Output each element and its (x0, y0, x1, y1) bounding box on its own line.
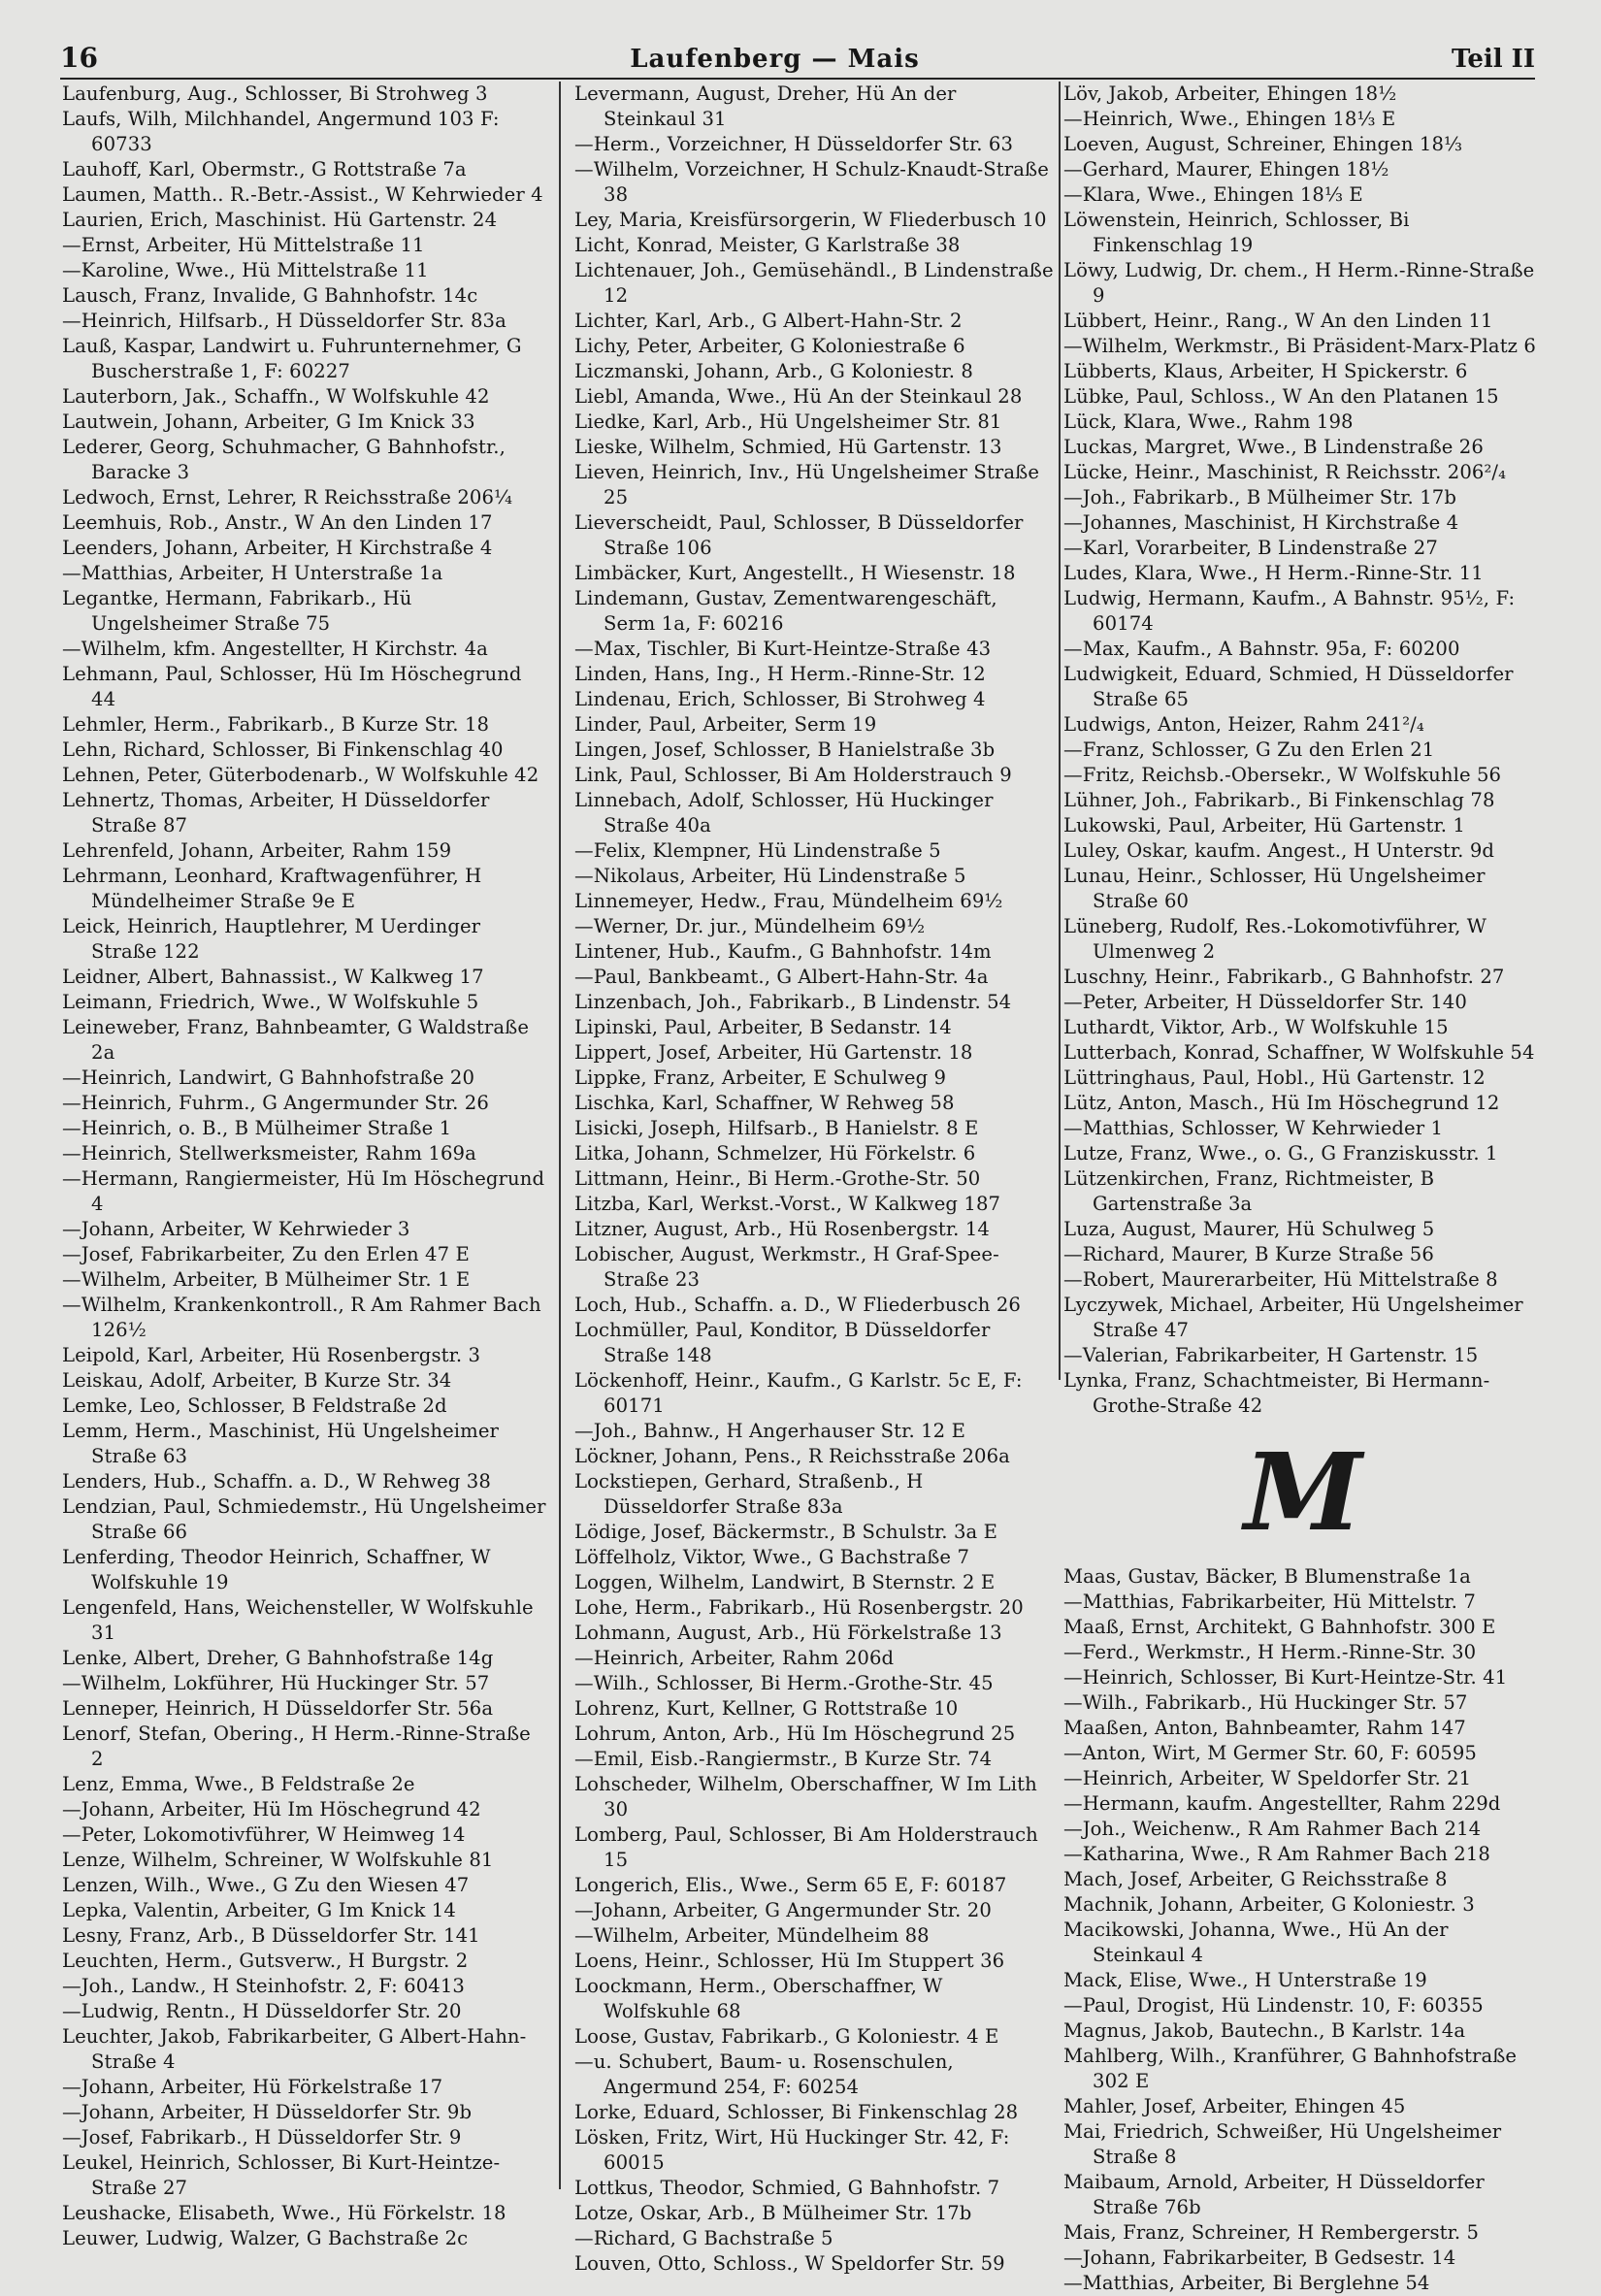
directory-entry: Lübke, Paul, Schloss., W An den Platanen 15 (1063, 385, 1499, 408)
directory-entry: —Johann, Arbeiter, W Kehrwieder 3 (62, 1218, 410, 1240)
directory-entry: Lippke, Franz, Arbeiter, E Schulweg 9 (574, 1066, 947, 1089)
directory-entry: Linder, Paul, Arbeiter, Serm 19 (574, 713, 877, 736)
directory-entry: Lehn, Richard, Schlosser, Bi Finkenschlag 40 (62, 738, 504, 761)
directory-entry: Maibaum, Arnold, Arbeiter, H Düsseldorfer Straße 76b (1063, 2171, 1485, 2218)
directory-entry: Lemke, Leo, Schlosser, B Feldstraße 2d (62, 1394, 447, 1417)
directory-entry: Lintener, Hub., Kaufm., G Bahnhofstr. 14m (574, 940, 992, 963)
directory-entry: Linnebach, Adolf, Schlosser, Hü Huckinger Straße 40a (574, 789, 994, 836)
directory-entry: Lüttringhaus, Paul, Hobl., Hü Gartenstr. 12 (1063, 1066, 1486, 1089)
directory-entry: Lohrum, Anton, Arb., Hü Im Höschegrund 25 (574, 1722, 1016, 1745)
directory-entry: —Wilhelm, Lokführer, Hü Huckinger Str. 57 (62, 1672, 490, 1694)
directory-entry: —Johann, Arbeiter, H Düsseldorfer Str. 9b (62, 2101, 473, 2123)
directory-entry: Lenke, Albert, Dreher, G Bahnhofstraße 14g (62, 1647, 494, 1669)
directory-entry: Ley, Maria, Kreisfürsorgerin, W Fliederbusch 10 (574, 209, 1047, 231)
directory-entry: Lühner, Joh., Fabrikarb., Bi Finkenschlag 78 (1063, 789, 1495, 811)
directory-entry: Lohe, Herm., Fabrikarb., Hü Rosenbergstr. 20 (574, 1596, 1024, 1619)
directory-entry: —Heinrich, Stellwerksmeister, Rahm 169a (62, 1142, 476, 1164)
directory-entry: Lingen, Josef, Schlosser, B Hanielstraße 3b (574, 738, 996, 761)
directory-entry: —Gerhard, Maurer, Ehingen 18½ (1063, 158, 1389, 180)
directory-entry: Lindemann, Gustav, Zementwarengeschäft, Serm 1a, F: 60216 (574, 587, 997, 635)
directory-entry: —Matthias, Fabrikarbeiter, Hü Mittelstr. 7 (1063, 1591, 1476, 1613)
directory-entry: —Josef, Fabrikarbeiter, Zu den Erlen 47 E (62, 1243, 470, 1265)
directory-entry: —Wilhelm, Arbeiter, B Mülheimer Str. 1 E (62, 1268, 471, 1291)
directory-entry: Louven, Otto, Schloss., W Speldorfer Str. 59 (574, 2252, 1005, 2275)
directory-entry: Machnik, Johann, Arbeiter, G Koloniestr. 3 (1063, 1893, 1475, 1916)
directory-entry: Lehrmann, Leonhard, Kraftwagenführer, H Mündelheimer Straße 9e E (62, 865, 482, 912)
directory-entry: —Hermann, kaufm. Angestellter, Rahm 229d (1063, 1792, 1501, 1815)
column-divider-1 (559, 82, 561, 2189)
directory-entry: Lehnertz, Thomas, Arbeiter, H Düsseldorfer Straße 87 (62, 789, 490, 836)
directory-entry: Leushacke, Elisabeth, Wwe., Hü Förkelstr. 18 (62, 2202, 506, 2224)
directory-entry: —Heinrich, Arbeiter, Rahm 206d (574, 1647, 895, 1669)
directory-entry: Lehnen, Peter, Güterbodenarb., W Wolfskuhle 42 (62, 764, 539, 786)
directory-entry: Lautwein, Johann, Arbeiter, G Im Knick 33 (62, 410, 475, 433)
directory-entry: Lobischer, August, Werkmstr., H Graf-Spee-Straße 23 (574, 1243, 999, 1291)
directory-entry: Mach, Josef, Arbeiter, G Reichsstraße 8 (1063, 1868, 1448, 1890)
directory-entry: Mahlberg, Wilh., Kranführer, G Bahnhofstraße 302 E (1063, 2045, 1518, 2092)
directory-entry: Lausch, Franz, Invalide, G Bahnhofstr. 14c (62, 284, 478, 307)
directory-entry: —Heinrich, Wwe., Ehingen 18⅓ E (1063, 108, 1396, 130)
directory-entry: Lenferding, Theodor Heinrich, Schaffner, W Wolfskuhle 19 (62, 1546, 491, 1593)
directory-entry: —Karoline, Wwe., Hü Mittelstraße 11 (62, 259, 429, 281)
directory-entry: —Emil, Eisb.-Rangiermstr., B Kurze Str. 74 (574, 1748, 993, 1770)
directory-entry: —Heinrich, o. B., B Mülheimer Straße 1 (62, 1117, 452, 1139)
directory-entry: Leiskau, Adolf, Arbeiter, B Kurze Str. 34 (62, 1369, 452, 1392)
directory-entry: Lengenfeld, Hans, Weichensteller, W Wolfskuhle 31 (62, 1596, 534, 1644)
directory-entry: Lehmann, Paul, Schlosser, Hü Im Höschegrund 44 (62, 663, 522, 710)
directory-entry: —Peter, Arbeiter, H Düsseldorfer Str. 140 (1063, 991, 1467, 1013)
directory-entry: Luschny, Heinr., Fabrikarb., G Bahnhofstr. 27 (1063, 966, 1505, 988)
directory-entry: —Karl, Vorarbeiter, B Lindenstraße 27 (1063, 537, 1438, 559)
directory-entry: Lenz, Emma, Wwe., B Feldstraße 2e (62, 1773, 415, 1795)
directory-entry: Lehmler, Herm., Fabrikarb., B Kurze Str. 18 (62, 713, 490, 736)
directory-entry: Lochmüller, Paul, Konditor, B Düsseldorfer Straße 148 (574, 1319, 991, 1366)
directory-entry: —Franz, Schlosser, G Zu den Erlen 21 (1063, 738, 1435, 761)
directory-entry: Litzba, Karl, Werkst.-Vorst., W Kalkweg 187 (574, 1193, 1001, 1215)
column-3 (1063, 82, 1543, 2296)
directory-entry: —Paul, Drogist, Hü Lindenstr. 10, F: 60355 (1063, 1994, 1484, 2017)
directory-entry: Lipinski, Paul, Arbeiter, B Sedanstr. 14 (574, 1016, 952, 1038)
entry-list-column-3 (1063, 82, 1543, 1419)
directory-entry: —Joh., Fabrikarb., B Mülheimer Str. 17b (1063, 486, 1456, 508)
directory-entry: Macikowski, Johanna, Wwe., Hü An der Steinkaul 4 (1063, 1919, 1449, 1966)
directory-entry: Magnus, Jakob, Bautechn., B Karlstr. 14a (1063, 2019, 1466, 2042)
directory-entry: Liebl, Amanda, Wwe., Hü An der Steinkaul 28 (574, 385, 1023, 408)
directory-entry: Maaßen, Anton, Bahnbeamter, Rahm 147 (1063, 1717, 1466, 1739)
directory-entry: —Anton, Wirt, M Germer Str. 60, F: 60595 (1063, 1742, 1477, 1764)
directory-entry: Linden, Hans, Ing., H Herm.-Rinne-Str. 12 (574, 663, 986, 685)
directory-entry: Lieske, Wilhelm, Schmied, Hü Gartenstr. 13 (574, 436, 1002, 458)
directory-entry: Lendzian, Paul, Schmiedemstr., Hü Ungelsheimer Straße 66 (62, 1495, 546, 1543)
header-rule (60, 78, 1535, 80)
directory-entry: Mai, Friedrich, Schweißer, Hü Ungelsheimer Straße 8 (1063, 2120, 1502, 2168)
section-letter: M (1244, 1428, 1362, 1555)
directory-entry: Leuchter, Jakob, Fabrikarbeiter, G Albert-Hahn-Straße 4 (62, 2025, 527, 2073)
directory-entry: —Katharina, Wwe., R Am Rahmer Bach 218 (1063, 1843, 1490, 1865)
directory-entry: —Joh., Landw., H Steinhofstr. 2, F: 60413 (62, 1975, 465, 1997)
directory-entry: Ludwig, Hermann, Kaufm., A Bahnstr. 95½, F: 60174 (1063, 587, 1516, 635)
directory-entry: Lützenkirchen, Franz, Richtmeister, B Gartenstraße 3a (1063, 1167, 1435, 1215)
directory-entry: Lüneberg, Rudolf, Res.-Lokomotivführer, W Ulmenweg 2 (1063, 915, 1487, 963)
directory-entry: Lübberts, Klaus, Arbeiter, H Spickerstr. 6 (1063, 360, 1468, 382)
directory-entry: —Wilh., Fabrikarb., Hü Huckinger Str. 57 (1063, 1691, 1468, 1714)
directory-entry: Lottkus, Theodor, Schmied, G Bahnhofstr. 7 (574, 2177, 1000, 2199)
directory-entry: Lieven, Heinrich, Inv., Hü Ungelsheimer Straße 25 (574, 461, 1040, 508)
directory-entry: Ludwigkeit, Eduard, Schmied, H Düsseldorfer Straße 65 (1063, 663, 1514, 710)
directory-entry: Leimann, Friedrich, Wwe., W Wolfskuhle 5 (62, 991, 479, 1013)
directory-entry: —Wilhelm, Vorzeichner, H Schulz-Knaudt-Straße 38 (574, 158, 1049, 206)
directory-entry: Lisicki, Joseph, Hilfsarb., B Hanielstr. 8 E (574, 1117, 979, 1139)
directory-entry: Litzner, August, Arb., Hü Rosenbergstr. 14 (574, 1218, 990, 1240)
directory-entry: Mahler, Josef, Arbeiter, Ehingen 45 (1063, 2095, 1406, 2117)
directory-entry: Luley, Oskar, kaufm. Angest., H Unterstr. 9d (1063, 839, 1495, 862)
directory-entry: —Hermann, Rangiermeister, Hü Im Höschegrund 4 (62, 1167, 545, 1215)
directory-entry: Lösken, Fritz, Wirt, Hü Huckinger Str. 42, F: 60015 (574, 2126, 1010, 2174)
directory-entry: Lischka, Karl, Schaffner, W Rehweg 58 (574, 1092, 955, 1114)
directory-entry: —Valerian, Fabrikarbeiter, H Gartenstr. 15 (1063, 1344, 1479, 1366)
directory-entry: Laufs, Wilh, Milchhandel, Angermund 103 F: 60733 (62, 108, 500, 155)
directory-entry: Löwy, Ludwig, Dr. chem., H Herm.-Rinne-Straße 9 (1063, 259, 1535, 307)
directory-entry: —Heinrich, Hilfsarb., H Düsseldorfer Str. 83a (62, 310, 506, 332)
directory-entry: Limbäcker, Kurt, Angestellt., H Wiesenstr. 18 (574, 562, 1016, 584)
directory-entry: Lutze, Franz, Wwe., o. G., G Franziskusstr. 1 (1063, 1142, 1498, 1164)
directory-entry: —Fritz, Reichsb.-Obersekr., W Wolfskuhle 56 (1063, 764, 1502, 786)
directory-entry: Lindenau, Erich, Schlosser, Bi Strohweg 4 (574, 688, 986, 710)
directory-entry: Lohmann, August, Arb., Hü Förkelstraße 13 (574, 1622, 1002, 1644)
page-header (60, 39, 1535, 74)
directory-entry: Löwenstein, Heinrich, Schlosser, Bi Finkenschlag 19 (1063, 209, 1410, 256)
directory-entry: Link, Paul, Schlosser, Bi Am Holderstrauch 9 (574, 764, 1012, 786)
directory-entry: Lorke, Eduard, Schlosser, Bi Finkenschlag 28 (574, 2101, 1019, 2123)
directory-entry: —Wilh., Schlosser, Bi Herm.-Grothe-Str. 45 (574, 1672, 994, 1694)
directory-entry: Lück, Klara, Wwe., Rahm 198 (1063, 410, 1354, 433)
directory-entry: Lippert, Josef, Arbeiter, Hü Gartenstr. 18 (574, 1041, 973, 1064)
directory-entry: Liczmanski, Johann, Arb., G Koloniestr. 8 (574, 360, 973, 382)
directory-entry: Laurien, Erich, Maschinist. Hü Gartenstr. 24 (62, 209, 498, 231)
directory-entry: —Max, Tischler, Bi Kurt-Heintze-Straße 43 (574, 638, 992, 660)
directory-entry: —Ernst, Arbeiter, Hü Mittelstraße 11 (62, 234, 425, 256)
directory-entry: —Felix, Klempner, Hü Lindenstraße 5 (574, 839, 941, 862)
directory-entry: Leipold, Karl, Arbeiter, Hü Rosenbergstr. 3 (62, 1344, 481, 1366)
directory-entry: —Paul, Bankbeamt., G Albert-Hahn-Str. 4a (574, 966, 989, 988)
directory-entry: Lichter, Karl, Arb., G Albert-Hahn-Str. 2 (574, 310, 963, 332)
directory-entry: Linzenbach, Joh., Fabrikarb., B Lindenstr. 54 (574, 991, 1012, 1013)
directory-entry: Linnemeyer, Hedw., Frau, Mündelheim 69½ (574, 890, 1003, 912)
entry-list-column-1 (62, 82, 547, 2251)
directory-entry: —Klara, Wwe., Ehingen 18⅓ E (1063, 183, 1363, 206)
directory-entry: Löckenhoff, Heinr., Kaufm., G Karlstr. 5c E, F: 60171 (574, 1369, 1023, 1417)
directory-entry: Ledwoch, Ernst, Lehrer, R Reichsstraße 206¼ (62, 486, 513, 508)
directory-entry: —Heinrich, Fuhrm., G Angermunder Str. 26 (62, 1092, 489, 1114)
entry-list-column-3-m (1063, 1564, 1543, 2296)
directory-entry: Lauhoff, Karl, Obermstr., G Rottstraße 7a (62, 158, 467, 180)
directory-entry: Lukowski, Paul, Arbeiter, Hü Gartenstr. 1 (1063, 814, 1465, 836)
directory-entry: Lotze, Oskar, Arb., B Mülheimer Str. 17b (574, 2202, 972, 2224)
directory-entry: Leemhuis, Rob., Anstr., W An den Linden 17 (62, 511, 493, 534)
directory-entry: —Wilhelm, Krankenkontroll., R Am Rahmer Bach 126½ (62, 1294, 541, 1341)
directory-entry: Lyczywek, Michael, Arbeiter, Hü Ungelsheimer Straße 47 (1063, 1294, 1523, 1341)
directory-entry: Ludwigs, Anton, Heizer, Rahm 241²/₄ (1063, 713, 1424, 736)
directory-entry: —Joh., Weichenw., R Am Rahmer Bach 214 (1063, 1818, 1482, 1840)
directory-entry: Leukel, Heinrich, Schlosser, Bi Kurt-Heintze-Straße 27 (62, 2151, 501, 2199)
column-1 (62, 82, 547, 2251)
directory-entry: —Heinrich, Landwirt, G Bahnhofstraße 20 (62, 1066, 475, 1089)
directory-entry: Lenze, Wilhelm, Schreiner, W Wolfskuhle 81 (62, 1849, 494, 1871)
directory-entry: —Joh., Bahnw., H Angerhauser Str. 12 E (574, 1420, 965, 1442)
directory-entry: Lieverscheidt, Paul, Schlosser, B Düsseldorfer Straße 106 (574, 511, 1024, 559)
directory-entry: Mack, Elise, Wwe., H Unterstraße 19 (1063, 1969, 1427, 1991)
directory-entry: Litka, Johann, Schmelzer, Hü Förkelstr. 6 (574, 1142, 976, 1164)
directory-entry: —Matthias, Schlosser, W Kehrwieder 1 (1063, 1117, 1444, 1139)
directory-entry: Licht, Konrad, Meister, G Karlstraße 38 (574, 234, 961, 256)
directory-entry: Ludes, Klara, Wwe., H Herm.-Rinne-Str. 11 (1063, 562, 1484, 584)
directory-entry: —Wilhelm, Arbeiter, Mündelheim 88 (574, 1924, 930, 1947)
directory-entry: Leick, Heinrich, Hauptlehrer, M Uerdinger Straße 122 (62, 915, 481, 963)
directory-entry: Lunau, Heinr., Schlosser, Hü Ungelsheimer Straße 60 (1063, 865, 1486, 912)
directory-entry: Loockmann, Herm., Oberschaffner, W Wolfskuhle 68 (574, 1975, 943, 2022)
directory-entry: —Ferd., Werkmstr., H Herm.-Rinne-Str. 30 (1063, 1641, 1477, 1663)
directory-entry: —Max, Kaufm., A Bahnstr. 95a, F: 60200 (1063, 638, 1460, 660)
directory-entry: —Josef, Fabrikarb., H Düsseldorfer Str. 9 (62, 2126, 462, 2148)
directory-entry: Maas, Gustav, Bäcker, B Blumenstraße 1a (1063, 1565, 1471, 1588)
directory-entry: —Johann, Arbeiter, Hü Im Höschegrund 42 (62, 1798, 481, 1820)
directory-entry: —Johannes, Maschinist, H Kirchstraße 4 (1063, 511, 1459, 534)
directory-entry: Löffelholz, Viktor, Wwe., G Bachstraße 7 (574, 1546, 970, 1568)
directory-entry: Longerich, Elis., Wwe., Serm 65 E, F: 60187 (574, 1874, 1007, 1896)
directory-entry: —Johann, Arbeiter, Hü Förkelstraße 17 (62, 2076, 443, 2098)
directory-entry: Loggen, Wilhelm, Landwirt, B Sternstr. 2 E (574, 1571, 996, 1593)
directory-entry: Lomberg, Paul, Schlosser, Bi Am Holderstrauch 15 (574, 1823, 1038, 1871)
directory-entry: Lenorf, Stefan, Obering., H Herm.-Rinne-Straße 2 (62, 1722, 531, 1770)
directory-entry: Maaß, Ernst, Architekt, G Bahnhofstr. 300 E (1063, 1616, 1496, 1638)
entry-list-column-2 (574, 82, 1054, 2277)
directory-entry: Leineweber, Franz, Bahnbeamter, G Waldstraße 2a (62, 1016, 530, 1064)
directory-entry: Luckas, Margret, Wwe., B Lindenstraße 26 (1063, 436, 1484, 458)
directory-entry: —Werner, Dr. jur., Mündelheim 69½ (574, 915, 926, 937)
directory-entry: Löv, Jakob, Arbeiter, Ehingen 18½ (1063, 82, 1397, 105)
directory-entry: —Richard, G Bachstraße 5 (574, 2227, 833, 2249)
directory-entry: Löckner, Johann, Pens., R Reichsstraße 206a (574, 1445, 1010, 1467)
directory-entry: Lesny, Franz, Arb., B Düsseldorfer Str. 141 (62, 1924, 480, 1947)
directory-entry: Lehrenfeld, Johann, Arbeiter, Rahm 159 (62, 839, 452, 862)
column-divider-2 (1059, 82, 1061, 1380)
directory-entry: —Wilhelm, kfm. Angestellter, H Kirchstr. 4a (62, 638, 488, 660)
directory-entry: Lenzen, Wilh., Wwe., G Zu den Wiesen 47 (62, 1874, 470, 1896)
directory-entry: Levermann, August, Dreher, Hü An der Steinkaul 31 (574, 82, 957, 130)
directory-entry: —Heinrich, Arbeiter, W Speldorfer Str. 21 (1063, 1767, 1472, 1789)
directory-entry: —Matthias, Arbeiter, Bi Berglehne 54 (1063, 2272, 1430, 2294)
directory-entry: —Heinrich, Schlosser, Bi Kurt-Heintze-Str. 41 (1063, 1666, 1508, 1689)
directory-entry: Lederer, Georg, Schuhmacher, G Bahnhofstr., Baracke 3 (62, 436, 506, 483)
directory-entry: —Wilhelm, Werkmstr., Bi Präsident-Marx-Platz 6 (1063, 335, 1536, 357)
directory-entry: Lohscheder, Wilhelm, Oberschaffner, W Im Lith 30 (574, 1773, 1037, 1820)
directory-entry: Legantke, Hermann, Fabrikarb., Hü Ungelsheimer Straße 75 (62, 587, 412, 635)
directory-entry: —Johann, Arbeiter, G Angermunder Str. 20 (574, 1899, 992, 1921)
directory-entry: Loose, Gustav, Fabrikarb., G Koloniestr. 4 E (574, 2025, 999, 2048)
directory-entry: Lichy, Peter, Arbeiter, G Koloniestraße 6 (574, 335, 965, 357)
directory-entry: —Peter, Lokomotivführer, W Heimweg 14 (62, 1823, 466, 1846)
directory-entry: Lepka, Valentin, Arbeiter, G Im Knick 14 (62, 1899, 456, 1921)
directory-entry: Lenneper, Heinrich, H Düsseldorfer Str. 56a (62, 1697, 494, 1720)
directory-entry: Lauterborn, Jak., Schaffn., W Wolfskuhle 42 (62, 385, 490, 408)
directory-entry: Laufenburg, Aug., Schlosser, Bi Strohweg 3 (62, 82, 488, 105)
directory-entry: Lübbert, Heinr., Rang., W An den Linden 11 (1063, 310, 1493, 332)
directory-entry: Lynka, Franz, Schachtmeister, Bi Hermann-Grothe-Straße 42 (1063, 1369, 1490, 1417)
directory-entry: —Herm., Vorzeichner, H Düsseldorfer Str. 63 (574, 133, 1014, 155)
directory-entry: Luza, August, Maurer, Hü Schulweg 5 (1063, 1218, 1435, 1240)
directory-entry: —Ludwig, Rentn., H Düsseldorfer Str. 20 (62, 2000, 462, 2022)
directory-entry: Loeven, August, Schreiner, Ehingen 18⅓ (1063, 133, 1463, 155)
directory-entry: —Robert, Maurerarbeiter, Hü Mittelstraße 8 (1063, 1268, 1498, 1291)
column-2 (574, 82, 1054, 2277)
directory-entry: —Richard, Maurer, B Kurze Straße 56 (1063, 1243, 1434, 1265)
directory-entry: Laumen, Matth.. R.-Betr.-Assist., W Kehrwieder 4 (62, 183, 543, 206)
directory-entry: Lockstiepen, Gerhard, Straßenb., H Düsseldorfer Straße 83a (574, 1470, 924, 1518)
directory-entry: Luthardt, Viktor, Arb., W Wolfskuhle 15 (1063, 1016, 1449, 1038)
directory-entry: Loch, Hub., Schaffn. a. D., W Fliederbusch 26 (574, 1294, 1021, 1316)
running-head: Laufenberg — Mais (630, 45, 920, 74)
directory-entry: Lütz, Anton, Masch., Hü Im Höschegrund 12 (1063, 1092, 1500, 1114)
directory-entry: Lutterbach, Konrad, Schaffner, W Wolfskuhle 54 (1063, 1041, 1535, 1064)
directory-entry: —Nikolaus, Arbeiter, Hü Lindenstraße 5 (574, 865, 966, 887)
directory-entry: Lemm, Herm., Maschinist, Hü Ungelsheimer Straße 63 (62, 1420, 500, 1467)
directory-entry: —Matthias, Arbeiter, H Unterstraße 1a (62, 562, 443, 584)
directory-entry: Lödige, Josef, Bäckermstr., B Schulstr. 3a E (574, 1521, 998, 1543)
directory-entry: Leenders, Johann, Arbeiter, H Kirchstraße 4 (62, 537, 493, 559)
page-number: 16 (60, 42, 98, 74)
directory-entry: Leidner, Albert, Bahnassist., W Kalkweg 17 (62, 966, 484, 988)
directory-entry: Lenders, Hub., Schaffn. a. D., W Rehweg 38 (62, 1470, 491, 1492)
directory-entry: —Johann, Fabrikarbeiter, B Gedsestr. 14 (1063, 2247, 1456, 2269)
directory-entry: Mais, Franz, Schreiner, H Rembergerstr. 5 (1063, 2221, 1480, 2244)
directory-entry: Leuwer, Ludwig, Walzer, G Bachstraße 2c (62, 2227, 469, 2249)
directory-entry: Lücke, Heinr., Maschinist, R Reichsstr. 206²/₄ (1063, 461, 1507, 483)
directory-entry: —u. Schubert, Baum- u. Rosenschulen, Angermund 254, F: 60254 (574, 2050, 954, 2098)
part-label: Teil II (1451, 45, 1535, 74)
directory-entry: Loens, Heinr., Schlosser, Hü Im Stuppert 36 (574, 1950, 1005, 1972)
directory-entry: Lichtenauer, Joh., Gemüsehändl., B Lindenstraße 12 (574, 259, 1054, 307)
directory-entry: Leuchten, Herm., Gutsverw., H Burgstr. 2 (62, 1950, 469, 1972)
directory-entry: Littmann, Heinr., Bi Herm.-Grothe-Str. 50 (574, 1167, 981, 1190)
directory-entry: Liedke, Karl, Arb., Hü Ungelsheimer Str. 81 (574, 410, 1002, 433)
directory-entry: Lauß, Kaspar, Landwirt u. Fuhrunternehmer, G Buscherstraße 1, F: 60227 (62, 335, 522, 382)
directory-entry: Lohrenz, Kurt, Kellner, G Rottstraße 10 (574, 1697, 959, 1720)
